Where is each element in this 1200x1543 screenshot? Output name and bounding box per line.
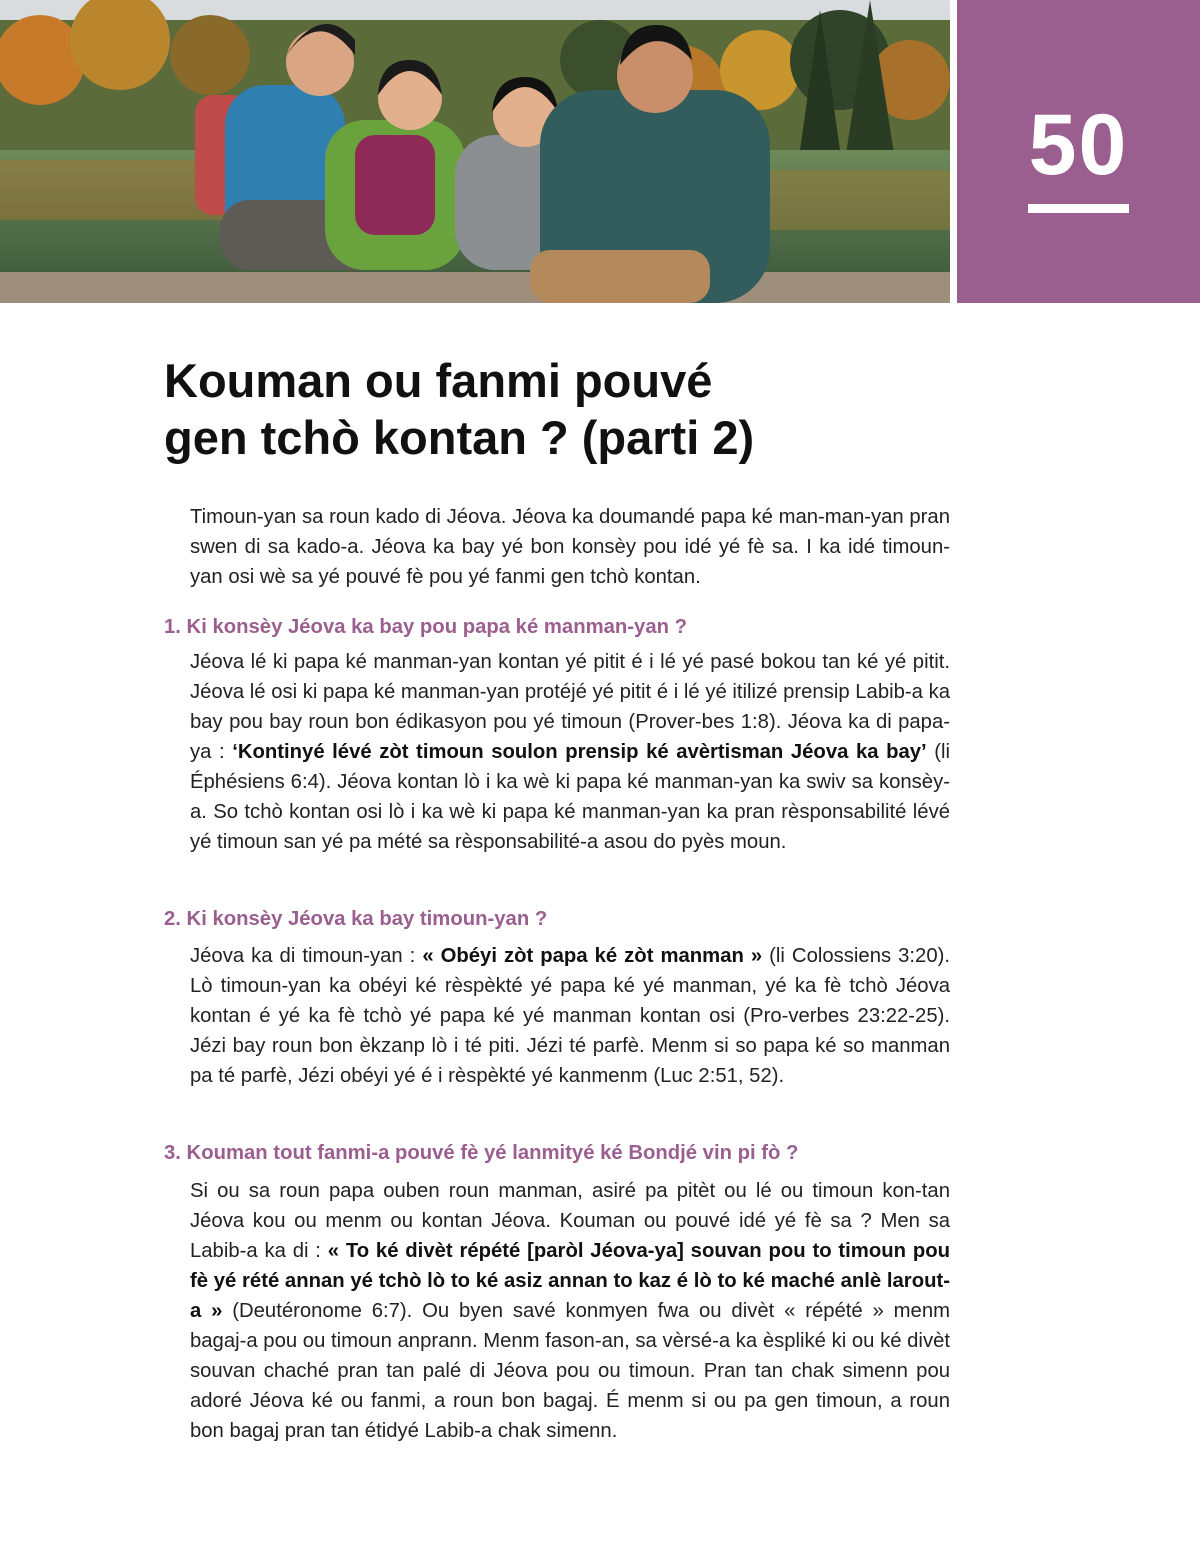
question-3: 3. Kouman tout fanmi-a pouvé fè yé lanmityé ké Bondjé vin pi fò ?	[164, 1142, 799, 1164]
answer-2-text-a: Jéova ka di timoun-yan :	[190, 945, 423, 967]
lesson-number-badge	[957, 0, 1200, 303]
question-2: 2. Ki konsèy Jéova ka bay timoun-yan ?	[164, 908, 548, 930]
answer-2-text-b: (li Colossiens 3:20). Lò timoun-yan ka obéyi ké rèspèkté yé papa ké yé manman, yé ka fè tchò Jéova kontan é yé ka fè tchò yé papa ké yé manman kontan osi (Pro-verbes 23:22-25). Jézi bay roun bon èkzanp lò i té piti. Jézi té parfè. Menm si so papa ké so manman pa té parfè, Jézi obéyi yé é i rèspèkté yé kanmenm (Luc 2:51, 52).	[190, 945, 950, 1087]
answer-3-quote: « To ké divèt répété [paròl Jéova-ya] souvan pou to timoun pou fè yé rété annan yé tchò lò to ké asiz annan to kaz é lò to ké maché anlè larout-a »	[190, 1240, 950, 1322]
page-title-line-2: gen tchò kontan ? (parti 2)	[164, 411, 755, 464]
family-photo	[0, 0, 950, 303]
family-photo-icon	[0, 0, 950, 303]
answer-2	[190, 941, 950, 1091]
lesson-number: 50	[1028, 97, 1129, 193]
answer-1	[190, 647, 950, 857]
page-title-line-1: Kouman ou fanmi pouvé	[164, 354, 713, 407]
page-title	[164, 352, 984, 466]
answer-3-text-b: (Deutéronome 6:7). Ou byen savé konmyen fwa ou divèt « répété » menm bagaj-a pou ou timoun anprann. Menm fason-an, sa vèrsé-a ka èspliké ki ou ké divèt souvan chaché pran tan palé di Jéova pou ou timoun. Pran tan chak simenn pou adoré Jéova ké ou fanmi, a roun bon bagaj. É menm si ou pa gen timoun, a roun bon bagaj pran tan étidyé Labib-a chak simenn.	[190, 1300, 951, 1442]
answer-1-text-b: (li Éphésiens 6:4). Jéova kontan lò i ka wè ki papa ké manman-yan ka swiv sa konsèy-a. So tchò kontan osi lò i ka wè ki papa ké manman-yan ka pran rèsponsabilité lévé yé timoun san yé pa mété sa rèsponsabilité-a asou do pyès moun.	[190, 741, 950, 853]
answer-3	[190, 1176, 950, 1446]
answer-2-quote: « Obéyi zòt papa ké zòt manman »	[422, 945, 763, 967]
answer-1-text-a: Jéova lé ki papa ké manman-yan kontan yé pitit é i lé yé pasé bokou tan ké yé pitit. Jéova lé osi ki papa ké manman-yan protéjé yé pitit é i lé yé itilizé prensip Labib-a ka bay pou bay roun bon édikasyon pou yé timoun (Prover-bes 1:8). Jéova ka di papa-ya :	[190, 651, 950, 763]
question-1: 1. Ki konsèy Jéova ka bay pou papa ké manman-yan ?	[164, 616, 688, 638]
answer-3-text-a: Si ou sa roun papa ouben roun manman, asiré pa pitèt ou lé ou timoun kon-tan Jéova kou ou menm ou kontan Jéova. Kouman ou pouvé idé yé fè sa ? Men sa Labib-a ka di :	[190, 1180, 950, 1262]
badge-underline	[1028, 204, 1129, 213]
answer-1-quote: ‘Kontinyé lévé zòt timoun soulon prensip ké avèrtisman Jéova ka bay’	[232, 741, 927, 763]
intro-paragraph: Timoun-yan sa roun kado di Jéova. Jéova ka doumandé papa ké man-man-yan pran swen di sa kado-a. Jéova ka bay yé bon konsèy pou idé yé fè sa. I ka idé timoun-yan osi wè sa yé pouvé fè pou yé fanmi gen tchò kontan.	[190, 506, 950, 588]
